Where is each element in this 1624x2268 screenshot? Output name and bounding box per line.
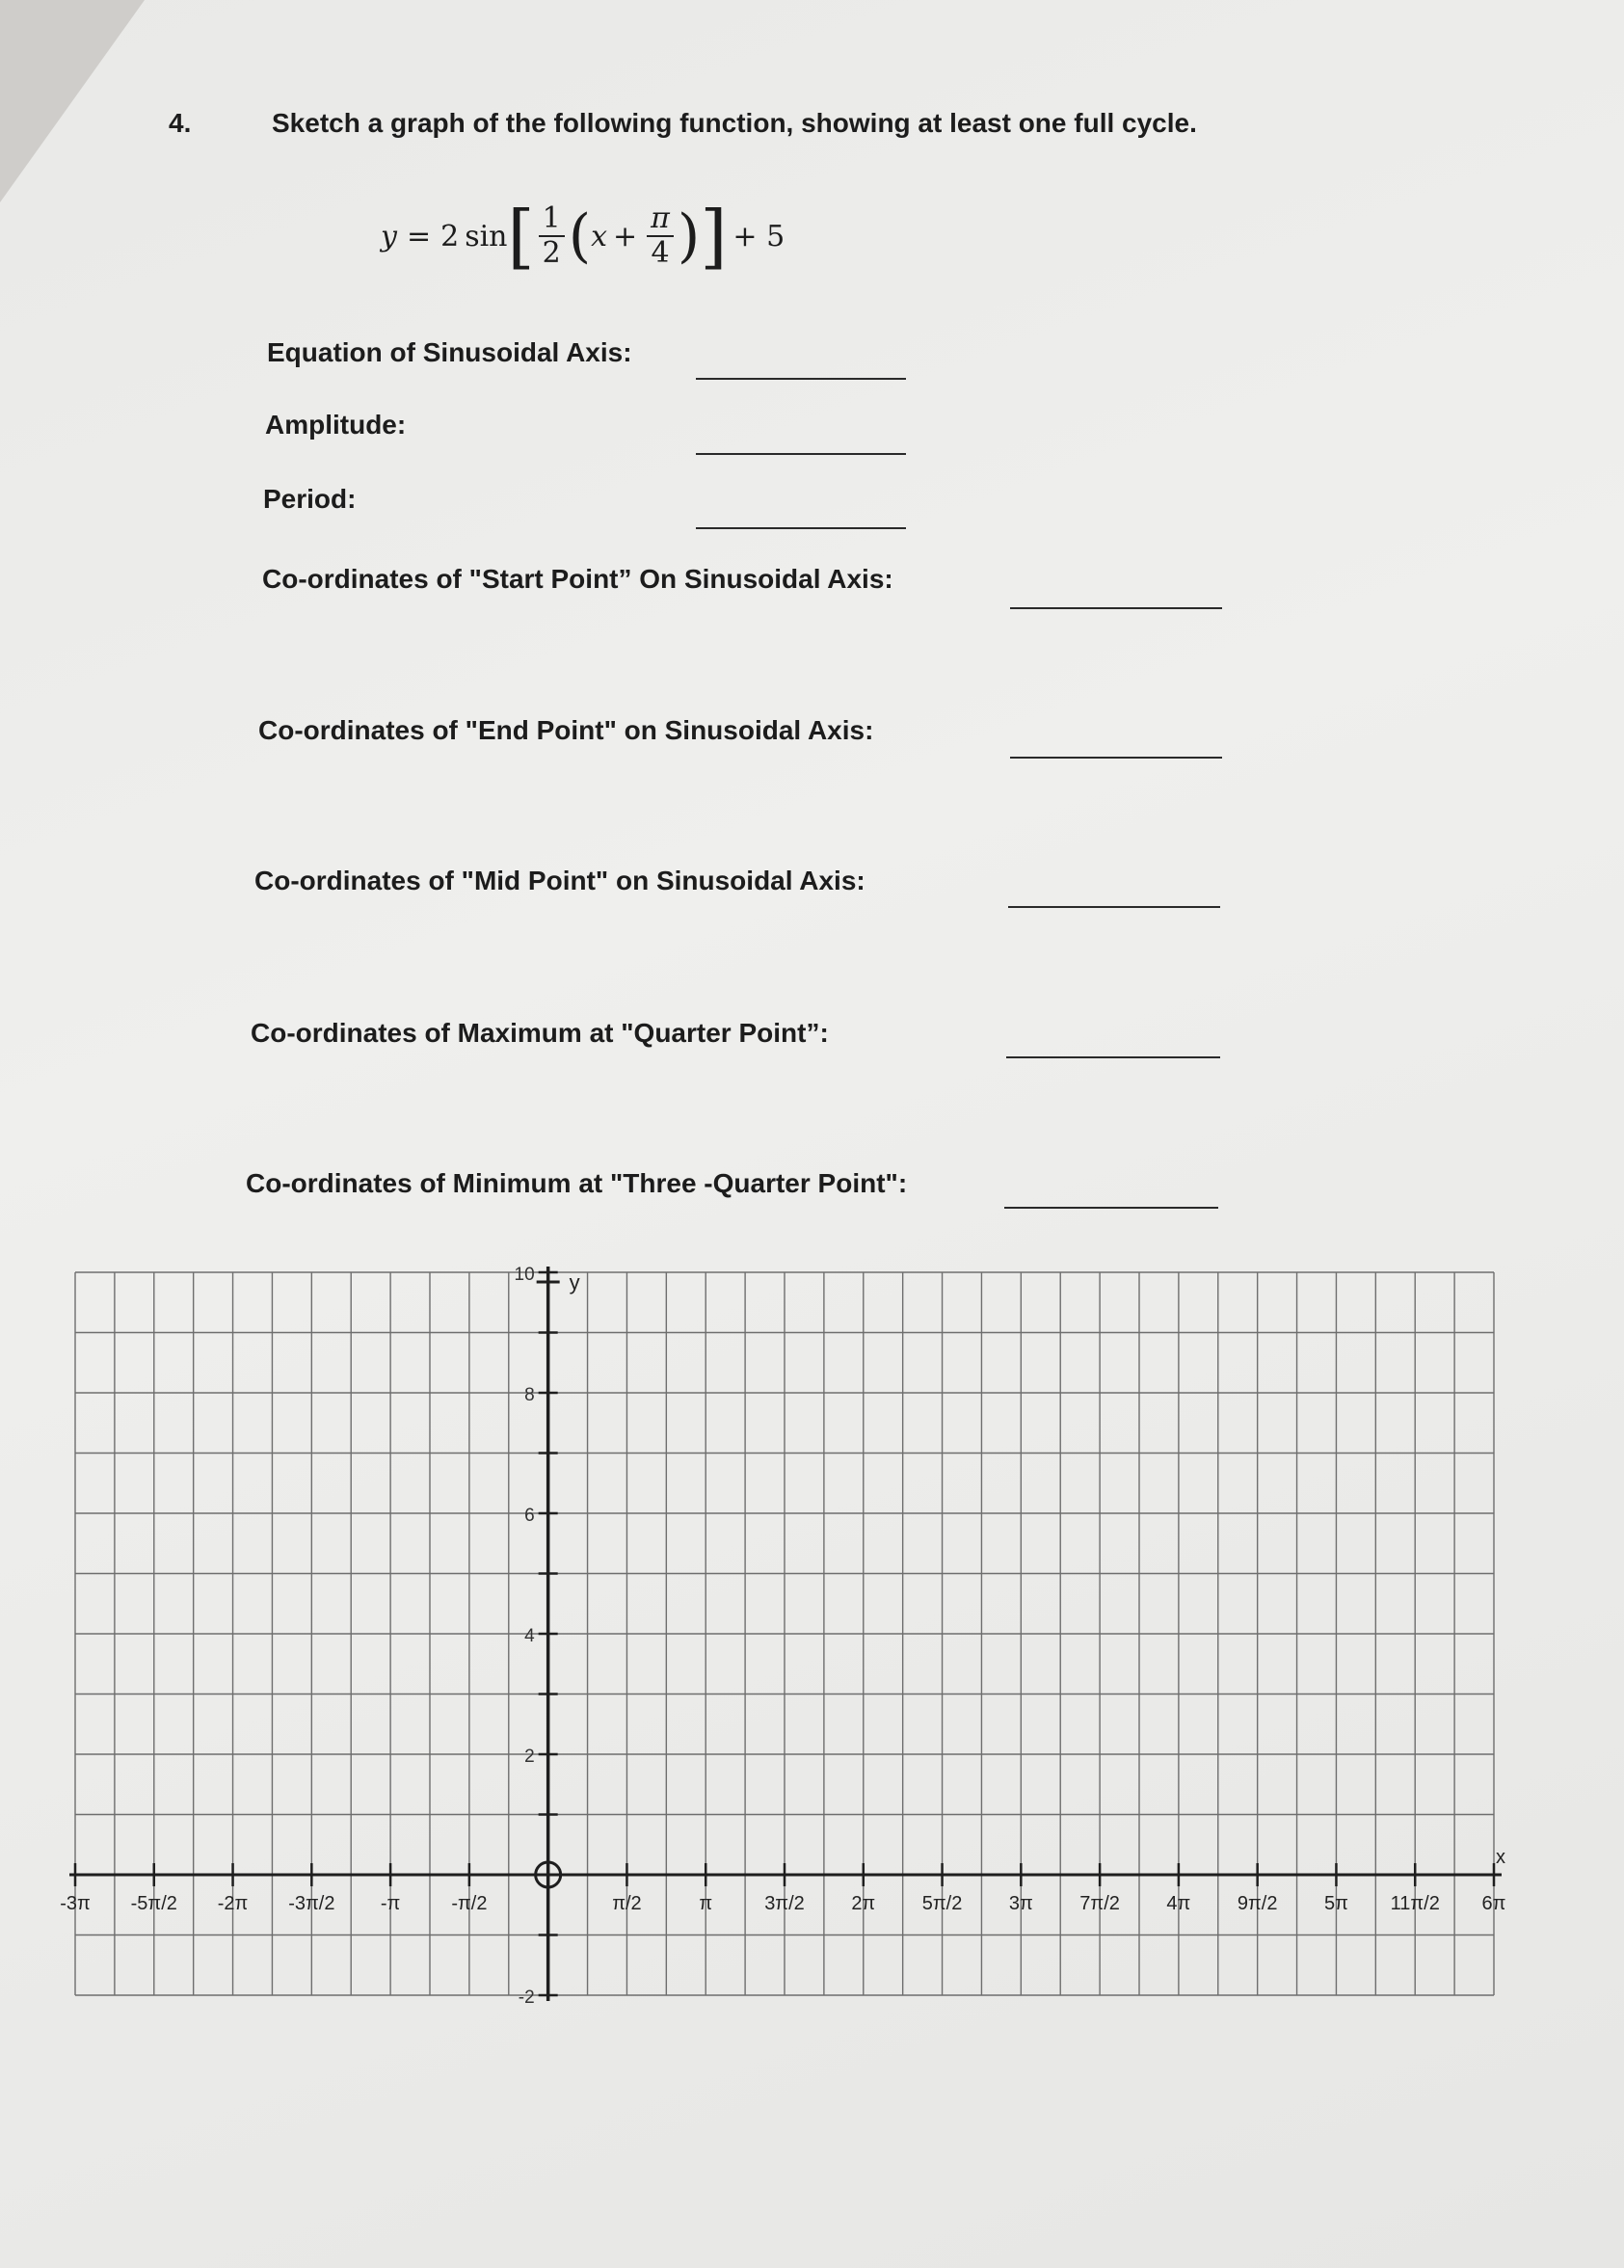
eq-inner-var: x — [591, 219, 608, 253]
eq-function: sin — [465, 219, 508, 253]
y-axis-label: y — [569, 1270, 580, 1294]
field-label-sinusoidal-axis: Equation of Sinusoidal Axis: — [267, 337, 632, 367]
field-label-minimum: Co-ordinates of Minimum at "Three -Quarter Point": — [246, 1168, 908, 1198]
x-tick-label: -5π/2 — [130, 1893, 177, 1914]
field-label-end-point: Co-ordinates of "End Point" on Sinusoidal Axis: — [258, 715, 874, 745]
x-tick-label: 11π/2 — [1390, 1893, 1440, 1914]
x-tick-label: -π/2 — [451, 1893, 488, 1914]
eq-left-bracket: [ — [507, 196, 535, 277]
question-prompt: Sketch a graph of the following function, showing at least one full cycle. — [272, 108, 1197, 138]
eq-inner-plus: + — [613, 219, 638, 253]
x-tick-label: 5π/2 — [921, 1893, 963, 1914]
eq-lhs: y — [381, 219, 397, 253]
x-tick-label: 6π — [1481, 1893, 1506, 1914]
eq-outer-numerator: 1 — [539, 202, 565, 237]
x-tick-label: -3π/2 — [288, 1893, 335, 1914]
x-tick-label: 3π/2 — [764, 1893, 805, 1914]
eq-right-bracket: ] — [700, 196, 728, 277]
x-tick-label: 7π/2 — [1079, 1893, 1120, 1914]
x-tick-label: π/2 — [612, 1893, 642, 1914]
field-label-maximum: Co-ordinates of Maximum at "Quarter Point”: — [251, 1018, 829, 1048]
y-tick-label: 8 — [524, 1385, 535, 1405]
x-tick-label: π — [699, 1893, 713, 1914]
eq-outer-denominator: 2 — [542, 236, 561, 270]
y-tick-labels — [515, 1265, 536, 2008]
field-label-start-point: Co-ordinates of "Start Point” On Sinusoidal Axis: — [262, 564, 893, 594]
eq-right-paren: ) — [677, 202, 701, 270]
x-tick-label: 9π/2 — [1237, 1893, 1278, 1914]
x-tick-label: -2π — [217, 1893, 249, 1914]
y-tick-label: -2 — [518, 1988, 535, 2008]
eq-tail: + 5 — [732, 219, 785, 253]
eq-equals: = — [406, 219, 432, 253]
x-tick-label: -π — [380, 1893, 401, 1914]
y-tick-label: 10 — [514, 1265, 535, 1285]
eq-coefficient: 2 — [440, 219, 460, 253]
y-tick-label: 4 — [524, 1626, 535, 1646]
eq-inner-denominator: 4 — [651, 236, 670, 270]
y-tick-label: 6 — [524, 1506, 535, 1526]
y-tick-label: 2 — [524, 1747, 535, 1767]
eq-inner-numerator: π — [647, 202, 674, 237]
eq-left-paren: ( — [568, 202, 592, 270]
grid-lines — [75, 1272, 1494, 1995]
x-tick-label: 4π — [1166, 1893, 1191, 1914]
x-tick-label: 3π — [1008, 1893, 1033, 1914]
field-label-mid-point: Co-ordinates of "Mid Point" on Sinusoidal Axis: — [254, 866, 865, 895]
question-number: 4. — [169, 108, 192, 138]
field-label-period: Period: — [263, 484, 357, 514]
x-tick-label: 5π — [1323, 1893, 1348, 1914]
x-tick-label: 2π — [851, 1893, 876, 1914]
x-tick-labels — [60, 1893, 1505, 1914]
x-tick-label: -3π — [60, 1893, 91, 1914]
field-label-amplitude: Amplitude: — [265, 410, 407, 440]
x-axis-label: x — [1496, 1847, 1505, 1868]
